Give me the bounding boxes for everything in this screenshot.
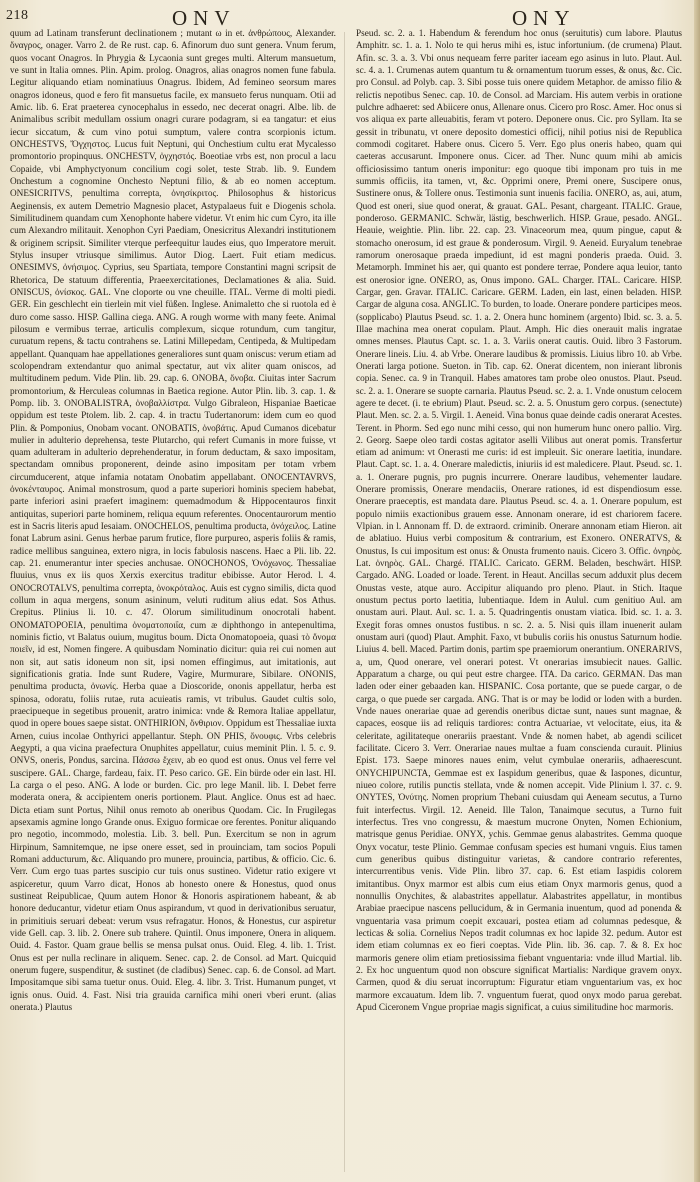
- left-column: [10, 28, 336, 1178]
- right-column: [356, 28, 682, 1178]
- column-divider: [344, 32, 345, 1172]
- running-header: [0, 6, 700, 30]
- right-column-text: Pseud. sc. 2. a. 1. Habendum & ferendum hoc onus (seruitutis) cum labore. Plautus Amphitr. sc. 1. a. 1. Nolo te qui herus mihi es, istuc infortunium. (de crumena) Plaut. Afin. sc. 3. a. 3. Vbi onus nequeam ferre pariter iaceam ego asinus in luto. Plaut. Aul. sc. 4. a. 1. Crumenas autem quantum tu & ornamentum tuorum esses, & onus, &c. Cic. pro Consul. ad Polyb. cap. 3. Sibi posse tuis onere quidem Metaphor. de amisso filio & relictis nepotibus Senec. cap. 10. de Consol. ad Marciam. His autem verbis in oratione pulchre adhaeret: sed Abiicere onus, Allenare onus. Cicero pro Rosc. Amer. Hoc onus si vos aliqua ex parte alleuabitis, feram vt potero. Deponere onus. Cic. pro Syllam. Ita se gessit in tribunatu, vt onere deposito domestici officij, nihil potius nisi de Republica commodi cogitaret. Habere onus. Cicero 5. Verr. Ego plus oneris habeo, quam qui caeteras accusarunt. Imponere onus. Cicer. ad Ther. Nunc quum mihi ab amicis officiosissimo tantum oneris imponitur: ego quoque tibi imponam pro tuis in me summis officiis, ita tamen, vt, &c. Opprimi onere, Premi onere, Suscipere onus, Sustinere onus, & Tollere onus. Testimonia sunt inuenis facilia. ONERO, as, aui, atum, Quod est oneri, siue quod onerat, & grauat. GAL. Pesant, chargeant. ITALIC. Graue, ponderoso. GERMANIC. Schwär, lästig, beschwerlich. HISP. Graue, pesado. ANGL. Heauie, weightie. Plin. libr. 22. cap. 23. Vinaceorum mea, quum pingue, caput & stomacho onerosum, id est graue & ponderosum. Virgil. 9. Aeneid. Euryalum tenebrae ramorum onerosaque praeda impediunt, id est magni ponderis praeda. Ouid. 3. Metamorph. Imminet his aer, qui quanto est pondere terrae, Pondere aqua leuior, tanto est onerosior igne. ONERO, as, Onus impono. GAL. Charger. ITAL. Caricare. HISP. Cargar, gen. Gravar. ITALIC. Caricare. GERM. Laden, ein last, einen beladen. HISP. Cargar de alguna cosa. ANGLIC. To burden, to loade. Onerare pondere participes meos. (sopplicabo) Plautus Pseud. sc. 1. a. 2. Onera hunc hominem (argento) Ibid. sc. 3. a. 5. Illae machina mea onerat copulam. Plaut. Amph. Hic dies onerauit malis ingratae omnes menses. Plautus Capt. sc. 1. a. 3. Variis onerat cautis. Ouid. libro 3 Fastorum. Onerare lineis. Liu. 4. ab Vrbe. Onerare laudibus & promissis. Liuius libro 10. ab Vrbe. Onerati larga potione. Sueton. in Tib. cap. 62. Onerat dicentem, non inierant libronis copia. Senec. ca. 9 in Tranquil. Habes amatores tam probe oleo onustos. Plaut. Pseud. sc. 2. a. 1. Onerare se suopte carnaria. Plautus Pseud. sc. 2. a. 1. Vnde onustum celocem agere te decet. (i. te ebrium) Plaut. Pseud. sc. 2. a. 5. Onustum gero corpus. (senectute) Plaut. Men. sc. 2. a. 5. Virgil. 1. Aeneid. Vina bonus quae deinde cadis onerarat Acestes. Terent. in Phorm. Sed ego nunc mihi cesso, qui non humerum hunc onero pallio. Virg. 2. Georg. Saepe oleo tardi costas agitator aselli Vilibus aut onerat pomis. Transfertur etiam ad animum: vt Onerasti me curis: id est impleuit. Sic onerare laetitia, inundare. Plaut. Capt. sc. 1. a. 4. Onerare maledictis, iniuriis id est maledicere. Plaut. Pseud. sc. 1. a. 1. Onerare pugnis, pro pugnis incurrere. Onerare laudibus, vehementer laudare. Onerare promissis, Onerare mendaciis, Onerare rationes, id est dispendiosum esse. Onerare praeceptis, est mandata dare. Plautus Pseud. sc. 4. a. 1. Onerare populum, est populo nimiis exactionibus grauem esse. Annonam onerare, id est chariorem facere. Vlpian. in l. Annonam ff. D. de extraord. criminib. Onerare annonam etiam Hieron. ait de ablatiuo. Huius verbi compositum & contrarium, est Exonero. ONERATVS, & Onustus, Is cui impositum est onus: & Onusta frumento nauis. Cicero 3. Offic. ὀνηρὸς. Lat. ὀνηρὸς. GAL. Chargé. ITALIC. Caricato. GERM. Beladen, beschwärt. HISP. Cargado. ANG. Loaded or loade. Terent. in Heaut. Ancillas secum adduxit plus decem Onustas veste, atque auro. Accipitur aliquando pro pleno. Plaut. in Stich. Itaque onustum pectus porto laetitia, lubentiaque. Idem in Aulul. cum genitiuo Aul. am onustam auri. Plaut. Aul. sc. 1. a. 5. Quadringentis onustam viatica. Ibid. sc. 1. a. 3. Exegit foras omnes onustos fustibus. n sc. 2. a. 5. Nisi quis illam inuenerit aulam onustam auri (quod) Plaut. Amphit. Faxo, vt bubulis coriis his onustus Saturnum hodie. Liuius 4. bell. Maced. Partim donis, partim spe praemiorum onerantium. ONERARIVS, a, um, Quod onerare, vel onerari potest. Vt onerarias imsubiecit naues. Gallic. Apparatum a charge, ou qui peut estre chargee. ITA. Da carico. GERMAN. Das man laden oder einer gebaaden kan. HISPANIC. Cosa portante, que se puede cargar, o de carga, o que puede ser cargada. ANG. That is or may be lodid or loden with a burden. Vnde naues onerariae quae ad gerendis oneribus dictae sunt, naues sunt magnae, & capaces, eosque iis ad reliquis tardiores: contra Actuariae, vt velocitate, eius, ita & celeritate, agilitateque onerariis praestant. Vnde & nomen habet, ab agendi scilicet facilitate. Cicero 3. Verr. Onerariae naues multae a fuam conscienda curauit. Plinius Epist. 173. Saepe minores naues enim, velut cymbulae onerariis, adhaerescunt. ONYCHIPUNCTA, Gemmae est ex Iaspidum generibus, quae & Iaspones, dicuntur, niueo colore, rutilis punctis stellata, vnde & nomen accepit. Vide Plinium l. 37. c. 9. ONYTES, Ὀνύτης. Nomen proprium Thebani cuiusdam qui Aeneam secutus, a Turno fuit interfectus. Virgil. 12. Aeneid. Ille Talon, Tanaimque secutus, a Turno fuit interfectus. Tres vno congressu, & maestum mucrone Onyten, Nomen Echionium, matrisque genus Peridiae. ONYX, ychis. Gemmae genus alabastrites. Gemma quoque Onyx vocatur, teste Plinio. Gemmae confusam species est humani vnguis. Eius tamen cum generibus quibus distinguitur varietas, & candore contrario referentes, intercurrentibus venis. Vide Plin. libro 37. cap. 6. Est etiam Iaspidis colorem imitantibus. Onyx marmor est albis cum eius etiam Onyx marmoris genus, quod a nonnullis Onychites, & alabastrites appellatur. Alabastrites appellatur, in montibus Arabiae praecipue nascens pellucidum, & in Germania inuentum, quod ad ponenda & vnguentaria vasa primum coepit excauari, postea etiam ad columnas pedesque, & lecticas & solia. Cornelius Nepos tradit columnas ex hoc lapide 32. pedum. Autor est idem etiam columnas ex eo fieri coeptas. Vide Plin. lib. 36. cap. 7. & 8. Ex hoc marmoris genere olim etiam pretiosissima fiebant vnguentaria: vnde illud Martial. lib. 2. Ex hoc unguentum quod non obscure significat Martialis: Nardique gravem onyx. Carmen, quod & diu seruat incorruptum: Figuratur etiam vnguentarium vas, ex hoc marmore excauatum. Idem lib. 7. vnguentum fuerat, quod onyx modo parua gerebat. Apud Ciceronem Vngue propriae magis significat, a cuius similitudine hoc marmoris.: [356, 29, 682, 1013]
- running-head-left: ONV: [172, 6, 236, 30]
- left-column-text: quum ad Latinam transferunt declinationem ; mutant ω in et. ἀνθρώπους, Alexander. ὄναγρος, onager. Varro 2. de Re rust. cap. 6. Afinorum duo sunt genera. Vnum ferum, quos vocant Onagros. In Phrygia & Lycaonia sunt greges multi. Alterum mansuetum, ve sunt in Italia omnes. Plin. Apim. prolog. Onagros, alias onagros nomen fune fabula. Legitur aliquando etiam nominatiuus Onagrus. Ibidem, Ad femineo seorsum mares onagros idoneus, quod e fero fit mansuetus facile, ex mansueto ferus nunquam. Otii ad Amic. lib. 6. Erat praeterea cynocephalus in essedo, nec decerat onagri. Albe. lib. de Animalibus scribit medullam ossium onagri curare podagram, si ea tangatur: et eius iecur siccatum, & cum vino potui sumptum, valere contra scorpionis ictum. ONCHESTVS, Ὄγχηστος. Lucus fuit Neptuni, qui Onchestium cultu erat Mycalesso promontorio propinquus. ONCHESTV, ὀγχηστός. Boeotiae vrbs est, non procul a lacu Copaide, vbi Amphyctyonum concilium cogi solet, teste Strab. lib. 9. Eundem Onchestum a cognomine Onchesto Neptuni filio, & ab eo nomen acceptum. ONESICRITVS, penultima correpta, ὀνησίκριτος. Philosophus & historicus Aeginensis, ex autem Demetrio Magnesio placet, Astypalaeus fuit e Diogenis schola. Similitudinem quandam cum Xenophonte habere videtur. Vt enim hic cum Cyro, ita ille cum Alexandro militauit. Xenophon Cyri Paediam, Onesicritus Alexandri institutionem & originem scripsit. Similiter vterque perfeequitur laudes eius, quo Imperatore meruit. Stylus insuper vtriusque similimus. Autor Diog. Laert. Fuit etiam medicus. ONESIMVS, ὀνήσιμος. Cyprius, seu Spartiata, tempore Constantini magni scripsit de Rhetorica, De statuum differentia, Praeexercitationes, Declamationes & alia. Suid. ONISCUS, ὀνίσκος. GAL. Vne cloporte ou vne cheuille. ITAL. Verme di molti piedi. GER. Ein geschlecht ein tierlein mit viel füßen. Inglese. Animaletto che si ruotola ed è duro come sasso. HISP. Gallina ciega. ANG. A rough worme with many feete. Animal pilosum e vermibus terrae, articulis complexum, sicque rotundum, cum tangitur, curuatum repens, & tactu contrahens se. Latini Millepedam, Centipeda, & Multipedam appellant. Quanquam hae appellationes generaliores sunt quam oniscus: verum etiam ad scolopendram extendantur quo animal spectatur, aut vix aliter quam oniscos, ad multitudinem pedum. Vide Plin. lib. 29. cap. 6. ONOBA, ὄνοβα. Ciuitas inter Sacrum promontorium, & Herculeas columnas in Baetica regione. Autor Plin. lib. 3. cap. 1. & Pomp. lib. 3. ONOBALISTRA, ὀνοβαλλίστρα. Vulgo Gibraleon, Hispaniae Baeticae oppidum est teste Ptolem. lib. 2. cap. 4. in tractu Tudertanorum: idem cum eo quod Plin. & Pomponius, Onobam vocant. ONOBATIS, ὀνοβάτις. Apud Cumanos dicebatur mulier in adulterio deprehensa, teste Plutarcho, qui refert Cumanis in more fuisse, vt quam adulteram in adulterio deprehenderatur, in forum deductam, & saxo impositam, spectandam omnibus proponerent, deinde asino impositam per totam vrbem circumducerent, atque infamia notatam Onobatim appellabant. ONOCENTAVRVS, ὀνοκένταυρος. Animal monstrosum, quod a parte superiori hominis speciem habebat, parte inferiori asini praefert imaginem: quemadmodum & Hippocentauros finxit antiquitas, superiori parte hominem, reliqua equum referentes. Onocentaurorum mentio est in Sacris literis apud Iesaiam. ONOCHELOS, penultima producta, ὀνόχειλος. Latine fonat Labrum asini. Genus herbae parum frutice, flore purpureo, asperis foliis & ramis, radice mellibus sanguinea, extero nigra, in locis fabulosis nascens. Haec a Pli. lib. 22. cap. 21. enumerantur inter species anchusae. ONOCHONOS, Ὀνόχωνος. Thessaliae fluuius, vnus ex iis quos Xerxis exercitus traditur ebibisse. Autor Herod. l. 4. ONOCROTALVS, penultima correpta, ὀνοκρόταλος. Auis est cygno similis, dicta quod collum in aqua mergens, sonum asininum, veluti ruditum alius edat. Sos Athus. Crepitus. Plinius li. 10. c. 47. Olorum similitudinum onocrotali habent. ONOMATOPOEIA, penultima ὀνοματοποιΐα, cum æ diphthongo in antepenultima, nominis fictio, vt Balatus ouium, mugitus boum. Dicta Onomatopoeia, quasi τὸ ὄνομα ποιεῖν, id est, Nomen fingere. A quibusdam Nominatio dicitur: quia rei cui nomen aut non sit, aut satis idoneum non sit, ipsi nomen effingimus, aut imitationis, aut significationis gratia. Inde sunt Rudere, Vagire, Murmurare, Sibilare. ONONIS, penultima producta, ὀνωνίς. Herba quae a Dioscoride, ononis appellatur, herba est spinosa, odoratu, foliis rutae, ruta acuieatis ramis, vt tribulus. Gaudet cultis solo, praecipueque in segetibus prouenit, aratro inimica: vnde & Remora Italiae appellatur, quod in opere boues saepe sistat. ONTHIRION, ὄνθιριον. Oppidum est Thessaliae iuxta Arnen, cuius incolae Onthyrici appellantur. Steph. ON PHIS, ὄνουφις. Vrbs celebris Aegypti, a qua vicina praefectura Onuphites appellatur, cuius meminit Plin. l. 5. c. 9. ONVS, oneris, Pondus, sarcina. Πάσσω ἔχειν, ab eo quod est onus. Onus vel ferre vel suscipere. GAL. Charge, fardeau, faix. IT. Peso carico. GE. Ein bürde oder ein last. HI. La carga o el peso. ANG. A lode or burden. Cic. pro lege Manil. lib. I. Debet ferre moderata onera, & accipientem oneris portionem. Plaut. Anglice. Onus est ad haec. Dicta etiam sunt Portus, Nihil onus remoto ab oneribus Quodam. Cic. In Frugilegas apsexamis agmine longo Grande onus. Exiguo formicae ore ferentes. Ponitur aliquando pro negotio, incommodo, molestia. Lib. 3. bell. Pun. Exercitum se non in agrum Hirpinum, Samnitemque, ne ipse onere esset, sed in prouinciam, tam socios Populi Romani adducturum, &c. Aliquando pro munere, prouincia, partibus, & officio. Cic. 6. Verr. Cum ergo tuas partes suscipio cur tuis onus sustineo. Videtur ratio exigere vt aspiceretur, quum Varro dicat, Honos ab honesto onere & Honestus, quod onus sustineat Reipublicae, Quum autem Honor & Honoris aspirationem habeant, & ab honore deducantur, videtur etiam Onus aspirandum, vt quod in derivationibus seruatur, in primitiuis seruari debeat: verum vsus refragatur. Honos, & Honestus, cur aspiretur vide Gell. cap. 3. lib. 2. Onere sub trahere. Quintil. Onus imponere, Onera in aliquem. Ouid. 4. Fastor. Quam graue bellis se mensa pulsat onus. Ouid. Eleg. 4. lib. 1. Trist. Onus est per nulla reclinare in aliquem. Senec. cap. 2. de Consol. ad Mart. Quicquid onerum fugere, suspenditur, & sustinet (de cladibus) Senec. cap. 6. de Consol. ad Mart. Impositamque sibi sama tuetur onus. Ouid. Eleg. 4. libr. 3. Trist. Humanum punget, vt ignis onus. Ouid. 4. Fast. Nisi tria grauida carnifica mihi oneri vberi erunt. (alias onerata.) Plautus: [10, 29, 336, 1013]
- running-head-right: ONY: [512, 6, 576, 30]
- page-number: 218: [6, 8, 29, 23]
- page-edge: [694, 0, 700, 1182]
